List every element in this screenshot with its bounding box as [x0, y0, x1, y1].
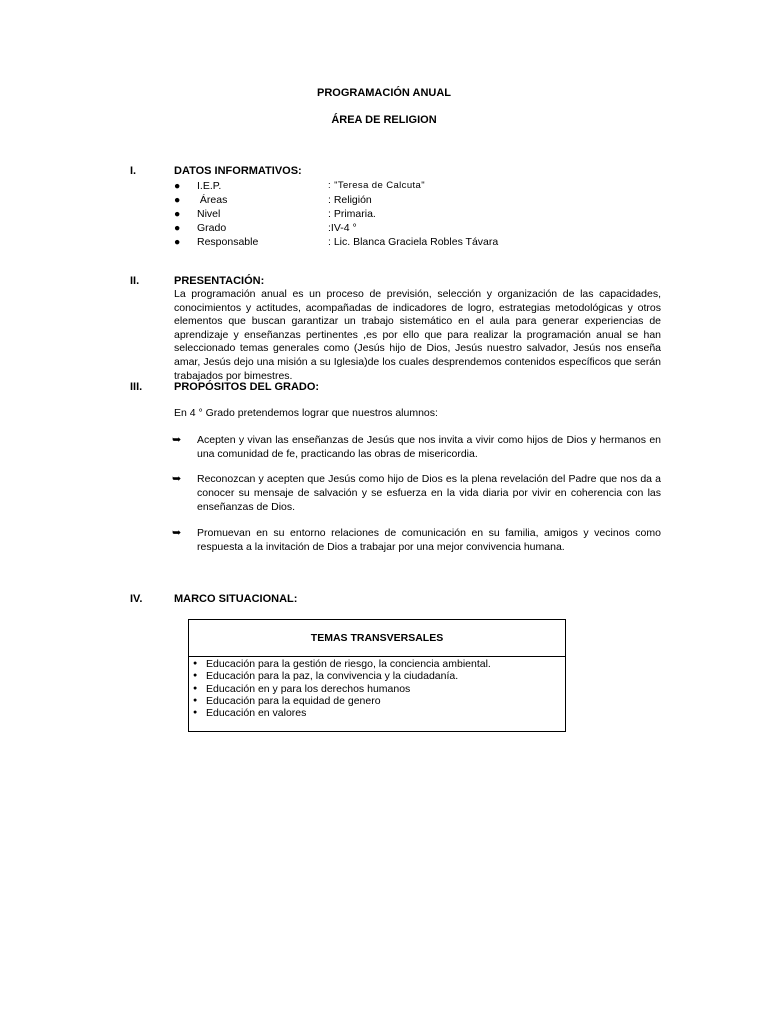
info-value: : Religión — [328, 194, 372, 206]
document-title: PROGRAMACIÓN ANUAL — [316, 87, 452, 99]
list-item — [193, 658, 491, 670]
section-heading-presentacion: PRESENTACIÓN: — [174, 275, 265, 287]
bullet-icon: ● — [193, 697, 198, 705]
section-heading-propositos: PROPÓSITOS DEL GRADO: — [174, 381, 320, 393]
pointing-hand-icon: ➥ — [172, 434, 182, 446]
info-label: Grado — [197, 222, 227, 234]
list-item — [193, 707, 491, 719]
info-label: Áreas — [197, 194, 228, 206]
purpose-item-1: Acepten y vivan las enseñanzas de Jesús que nos invita a vivir como hijos de Dios y hermanos en una comunidad de fe, practicando las obras de misericordia. — [197, 434, 661, 460]
transversal-topics-table — [188, 619, 566, 732]
info-value: : Primaria. — [328, 208, 376, 220]
bullet-icon: ● — [174, 194, 181, 206]
topic-text: Educación para la gestión de riesgo, la conciencia ambiental. — [206, 658, 491, 670]
topics-list — [193, 658, 491, 720]
section-number-3: III. — [130, 381, 143, 393]
bullet-icon: ● — [193, 709, 198, 717]
info-value: : "Teresa de Calcuta" — [328, 180, 425, 191]
list-item — [193, 670, 491, 682]
bullet-icon: ● — [174, 222, 181, 234]
info-label: I.E.P. — [197, 180, 222, 192]
document-subtitle: ÁREA DE RELIGION — [331, 114, 437, 126]
list-item — [193, 695, 491, 707]
section-number-4: IV. — [130, 593, 143, 605]
section-heading-datos: DATOS INFORMATIVOS: — [174, 165, 302, 177]
topic-text: Educación en y para los derechos humanos — [206, 682, 411, 695]
bullet-icon: ● — [174, 236, 181, 248]
topic-text: Educación en valores — [206, 707, 307, 720]
info-value: : Lic. Blanca Graciela Robles Távara — [328, 236, 499, 248]
bullet-icon: ● — [193, 672, 198, 680]
info-label: Responsable — [197, 236, 259, 248]
info-value: :IV-4 ° — [328, 222, 357, 234]
topic-text: Educación para la equidad de genero — [206, 694, 381, 707]
bullet-icon: ● — [193, 660, 198, 668]
pointing-hand-icon: ➥ — [172, 527, 182, 539]
presentation-paragraph: La programación anual es un proceso de previsión, selección y organización de las capacidades, conocimientos y actitudes, acompañadas de indicadores de logro, estrategias metodológicas y otros elementos que buscan garantizar un trabajo sistemático en el aula para generar experiencias de aprendizaje y enseñanzas pertinentes ,es por ello que para realizar la programación anual se han seleccionado temas generales como (Jesús hijo de Dios, Jesús nuestro salvador, Jesús nos enseña amar, Jesús dejo una misión a su Iglesia)de los cuales desprendemos contenidos específicos que serán trabajados por bimestres. — [174, 288, 661, 382]
pointing-hand-icon: ➥ — [172, 473, 182, 485]
table-header: TEMAS TRANSVERSALES — [189, 620, 565, 657]
section-number-2: II. — [130, 275, 140, 287]
topic-text: Educación para la paz, la convivencia y la ciudadanía. — [206, 670, 459, 683]
purposes-intro: En 4 ° Grado pretendemos lograr que nuestros alumnos: — [174, 407, 438, 419]
purpose-item-2: Reconozcan y acepten que Jesús como hijo de Dios es la plena revelación del Padre que nos da a conocer su mensaje de salvación y se esfuerza en la vida diaria por vivir en coherencia con las enseñanzas de Dios. — [197, 473, 661, 513]
info-label: Nivel — [197, 208, 221, 220]
list-item — [193, 683, 491, 695]
bullet-icon: ● — [174, 180, 181, 192]
bullet-icon: ● — [174, 208, 181, 220]
section-heading-marco: MARCO SITUACIONAL: — [174, 593, 298, 605]
bullet-icon: ● — [193, 684, 198, 692]
purpose-item-3: Promuevan en su entorno relaciones de comunicación en su familia, amigos y vecinos como respuesta a la invitación de Dios a trabajar por una mejor convivencia humana. — [197, 527, 661, 553]
section-number-1: I. — [130, 165, 137, 177]
